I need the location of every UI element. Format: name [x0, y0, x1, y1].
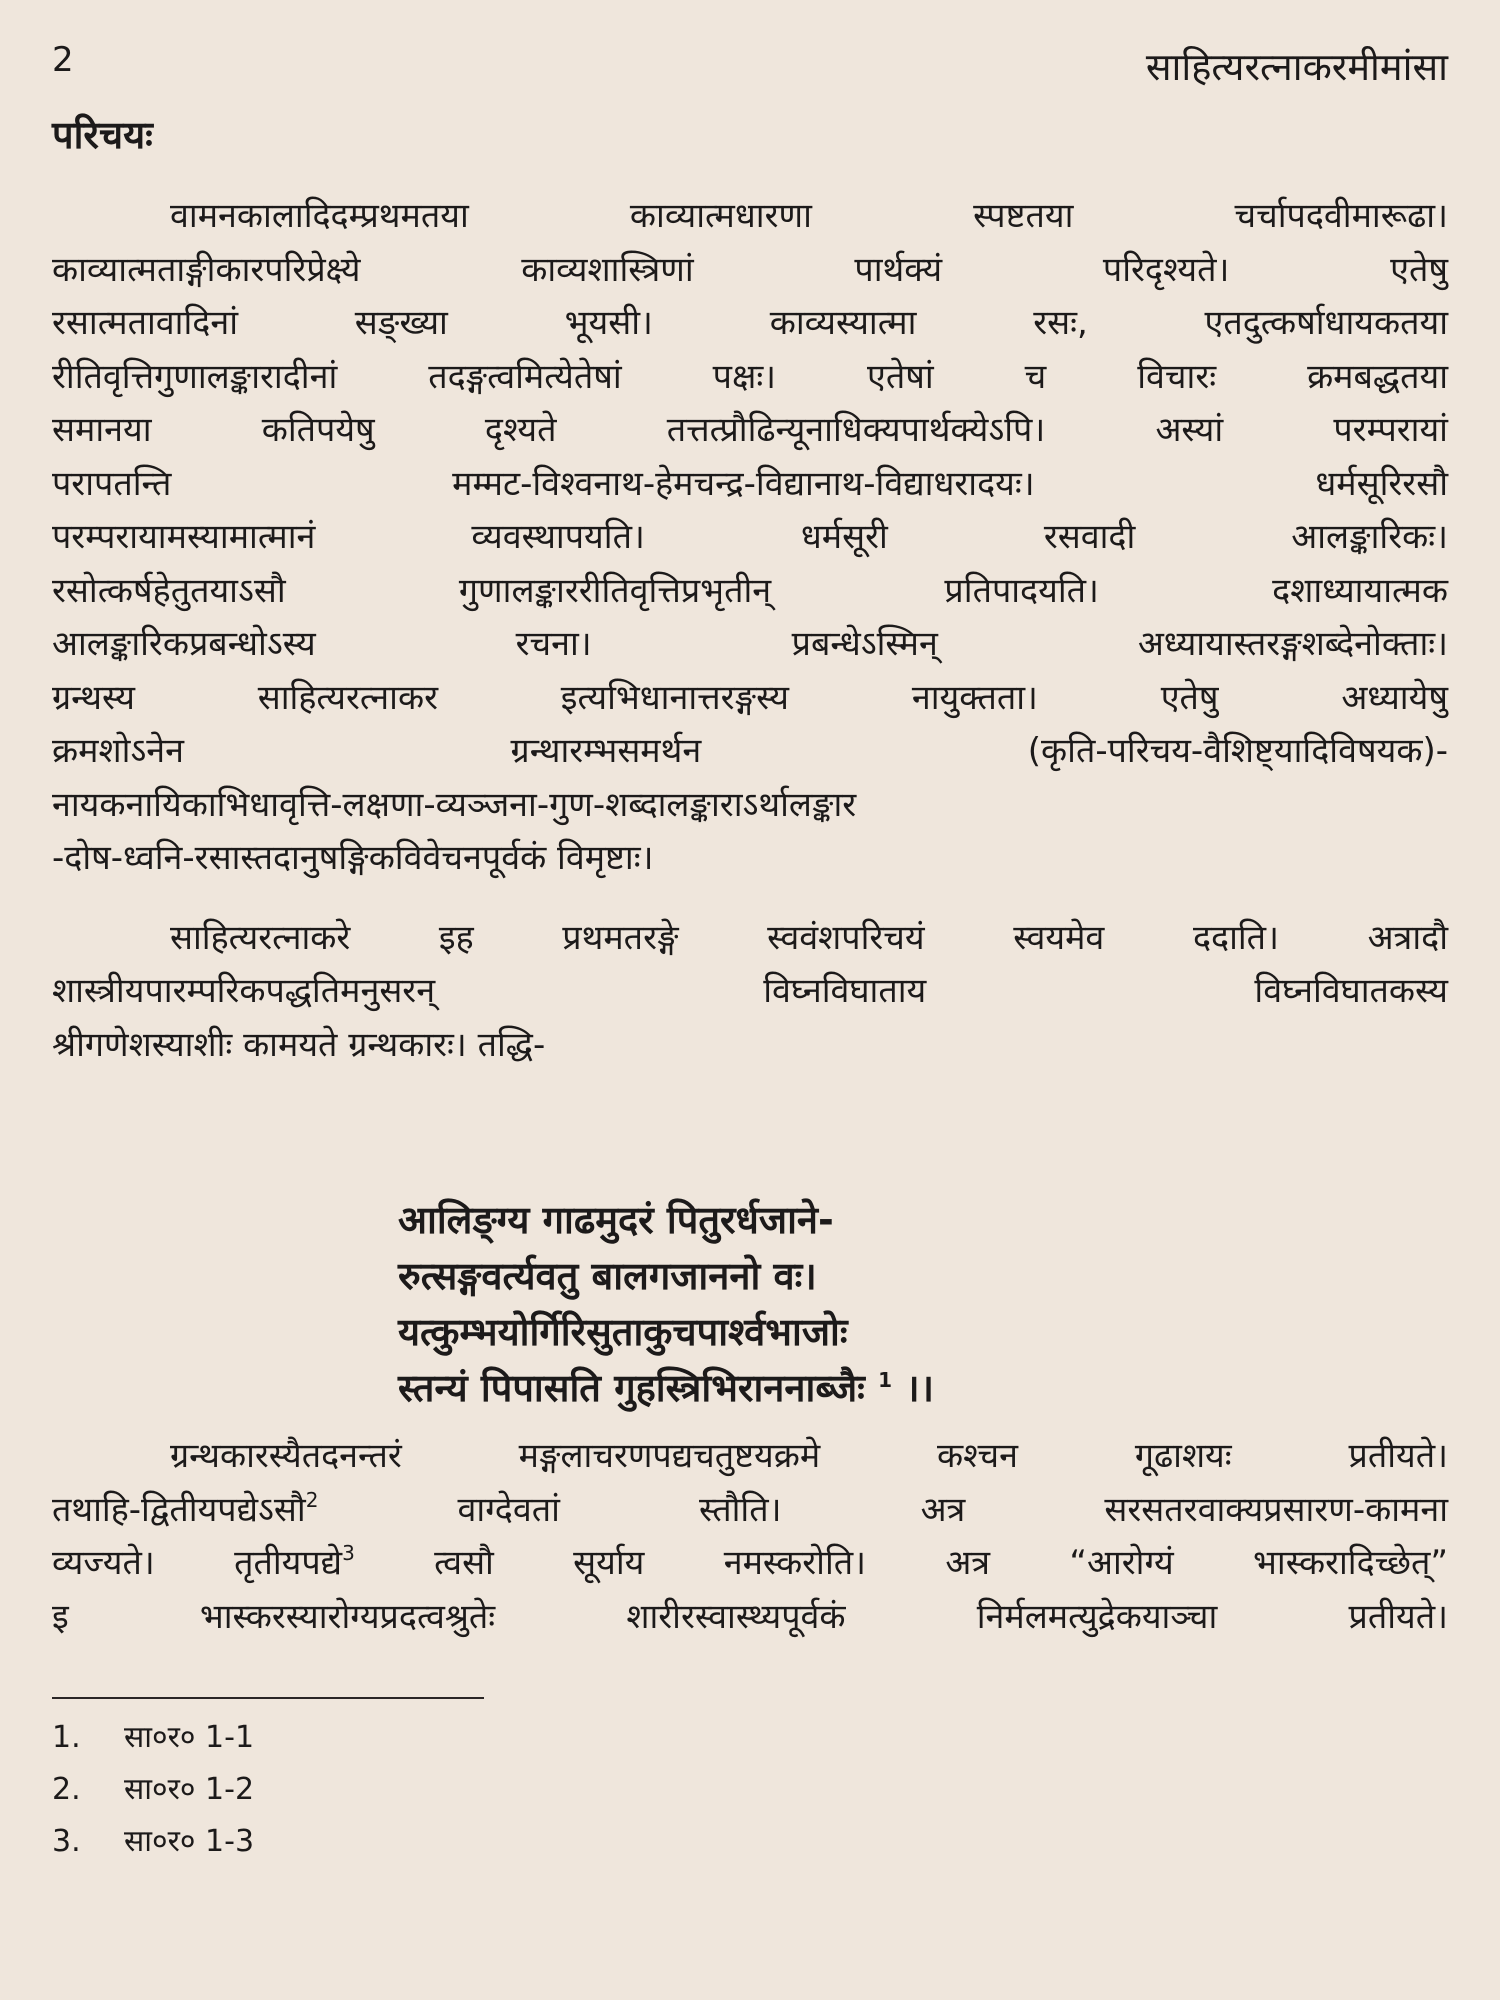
paragraph-line-end: वाग्देवतां स्तौति। अत्र सरसतरवाक्यप्रसारण-कामना [457, 1489, 1449, 1530]
paragraph-line: काव्यात्मताङ्गीकारपरिप्रेक्ष्ये काव्यशास्त्रिणां पार्थक्यं परिदृश्यते। एतेषु [52, 249, 1448, 290]
paragraph-line: श्रीगणेशस्याशीः कामयते ग्रन्थकारः। तद्धि- [52, 1024, 546, 1065]
paragraph-line: आलङ्कारिकप्रबन्धोऽस्य रचना। प्रबन्धेऽस्मिन् अध्यायास्तरङ्गशब्देनोक्ताः। [52, 624, 1448, 664]
footnote-text: सा०र० 1-1 [124, 1720, 255, 1755]
paragraph-line: परम्परायामस्यामात्मानं व्यवस्थापयति। धर्मसूरी रसवादी आलङ्कारिकः। [52, 517, 1448, 557]
footnote [52, 1712, 254, 1764]
footnote-rule [52, 1697, 484, 1699]
paragraph-line: -दोष-ध्वनि-रसास्तदानुषङ्गिकविवेचनपूर्वकं विमृष्टाः। [52, 838, 654, 878]
closing-paragraph [52, 1430, 1448, 1644]
footnote [52, 1816, 254, 1868]
footnote-mark-2: 2 [305, 1487, 319, 1512]
footnote-mark-3: 3 [342, 1541, 355, 1565]
footnote-mark-1: 1 [878, 1368, 892, 1392]
paragraph-line: क्रमशोऽनेन ग्रन्थारम्भसमर्थन (कृति-परिचय-वैशिष्ट्यादिविषयक)- [52, 731, 1448, 771]
paragraph-line-start: व्यज्यते। तृतीयपद्ये [52, 1543, 343, 1583]
footnote-text: सा०र० 1-3 [124, 1824, 255, 1859]
intro-paragraphs [52, 190, 1448, 1072]
paragraph-gap [52, 886, 1448, 912]
page-header [52, 28, 1448, 98]
verse-line: आलिङ्ग्य गाढमुदरं पितुरर्धजाने- [398, 1198, 834, 1242]
footnotes [52, 1712, 254, 1868]
footnote-text: सा०र० 1-2 [124, 1772, 255, 1807]
paragraph-line: रीतिवृत्तिगुणालङ्कारादीनां तदङ्गत्वमित्येतेषां पक्षः। एतेषां च विचारः क्रमबद्धतया [52, 356, 1448, 397]
paragraph-line-start: तथाहि-द्वितीयपद्येऽसौ [52, 1489, 306, 1530]
footnote-number: 3. [52, 1824, 81, 1859]
paragraph-line: साहित्यरत्नाकरे इह प्रथमतरङ्गे स्ववंशपरिचयं स्वयमेव ददाति। अत्रादौ [170, 917, 1448, 958]
paragraph-line [52, 1537, 1448, 1591]
invocation-verse [398, 1192, 1258, 1416]
footnote-number: 1. [52, 1720, 81, 1755]
paragraph-line: वामनकालादिदम्प्रथमतया काव्यात्मधारणा स्पष्टतया चर्चापदवीमारूढा। [170, 196, 1448, 236]
paragraph-line: समानया कतिपयेषु दृश्यते तत्तत्प्रौढिन्यूनाधिक्यपार्थक्येऽपि। अस्यां परम्परायां [52, 410, 1448, 450]
paragraph-line: इ भास्करस्यारोग्यप्रदत्वश्रुतेः शारीरस्वास्थ्यपूर्वकं निर्मलमत्युद्रेकयाञ्चा प्रतीयते। [52, 1596, 1448, 1637]
paragraph-line: ग्रन्थस्य साहित्यरत्नाकर इत्यभिधानात्तरङ्गस्य नायुक्तता। एतेषु अध्यायेषु [52, 677, 1448, 718]
verse-final-text: स्तन्यं पिपासति गुहस्त्रिभिराननाब्जैः [398, 1366, 865, 1410]
verse-end-mark: ।। [905, 1366, 935, 1410]
running-title: साहित्यरत्नाकरमीमांसा [1145, 45, 1448, 89]
footnote-number: 2. [52, 1772, 81, 1807]
verse-line [398, 1360, 1258, 1416]
footnote [52, 1764, 254, 1816]
paragraph-line: ग्रन्थकारस्यैतदनन्तरं मङ्गलाचरणपद्यचतुष्टयक्रमे कश्चन गूढाशयः प्रतीयते। [170, 1436, 1448, 1476]
paragraph-line-end: त्वसौ सूर्याय नमस्करोति। अत्र “आरोग्यं भास्करादिच्छेत्” [434, 1543, 1448, 1583]
paragraph-line: नायकनायिकाभिधावृत्ति-लक्षणा-व्यञ्जना-गुण-शब्दालङ्काराऽर्थालङ्कार [52, 784, 857, 825]
verse-line: यत्कुम्भयोर्गिरिसुताकुचपार्श्वभाजोः [398, 1310, 848, 1354]
paragraph-line: परापतन्ति मम्मट-विश्वनाथ-हेमचन्द्र-विद्यानाथ-विद्याधरादयः। धर्मसूरिरसौ [52, 463, 1448, 504]
paragraph-line: शास्त्रीयपारम्परिकपद्धतिमनुसरन् विघ्नविघाताय विघ्नविघातकस्य [52, 971, 1448, 1011]
section-heading: परिचयः [52, 113, 153, 157]
page-number: 2 [52, 40, 74, 80]
verse-line: रुत्सङ्गवर्त्यवतु बालगजाननो वः। [398, 1254, 817, 1298]
paragraph-line [52, 1484, 1448, 1538]
paragraph-line: रसोत्कर्षहेतुतयाऽसौ गुणालङ्काररीतिवृत्तिप्रभृतीन् प्रतिपादयति। दशाध्यायात्मक [52, 570, 1448, 611]
paragraph-line: रसात्मतावादिनां सङ्ख्या भूयसी। काव्यस्यात्मा रसः, एतदुत्कर्षाधायकतया [52, 303, 1448, 343]
